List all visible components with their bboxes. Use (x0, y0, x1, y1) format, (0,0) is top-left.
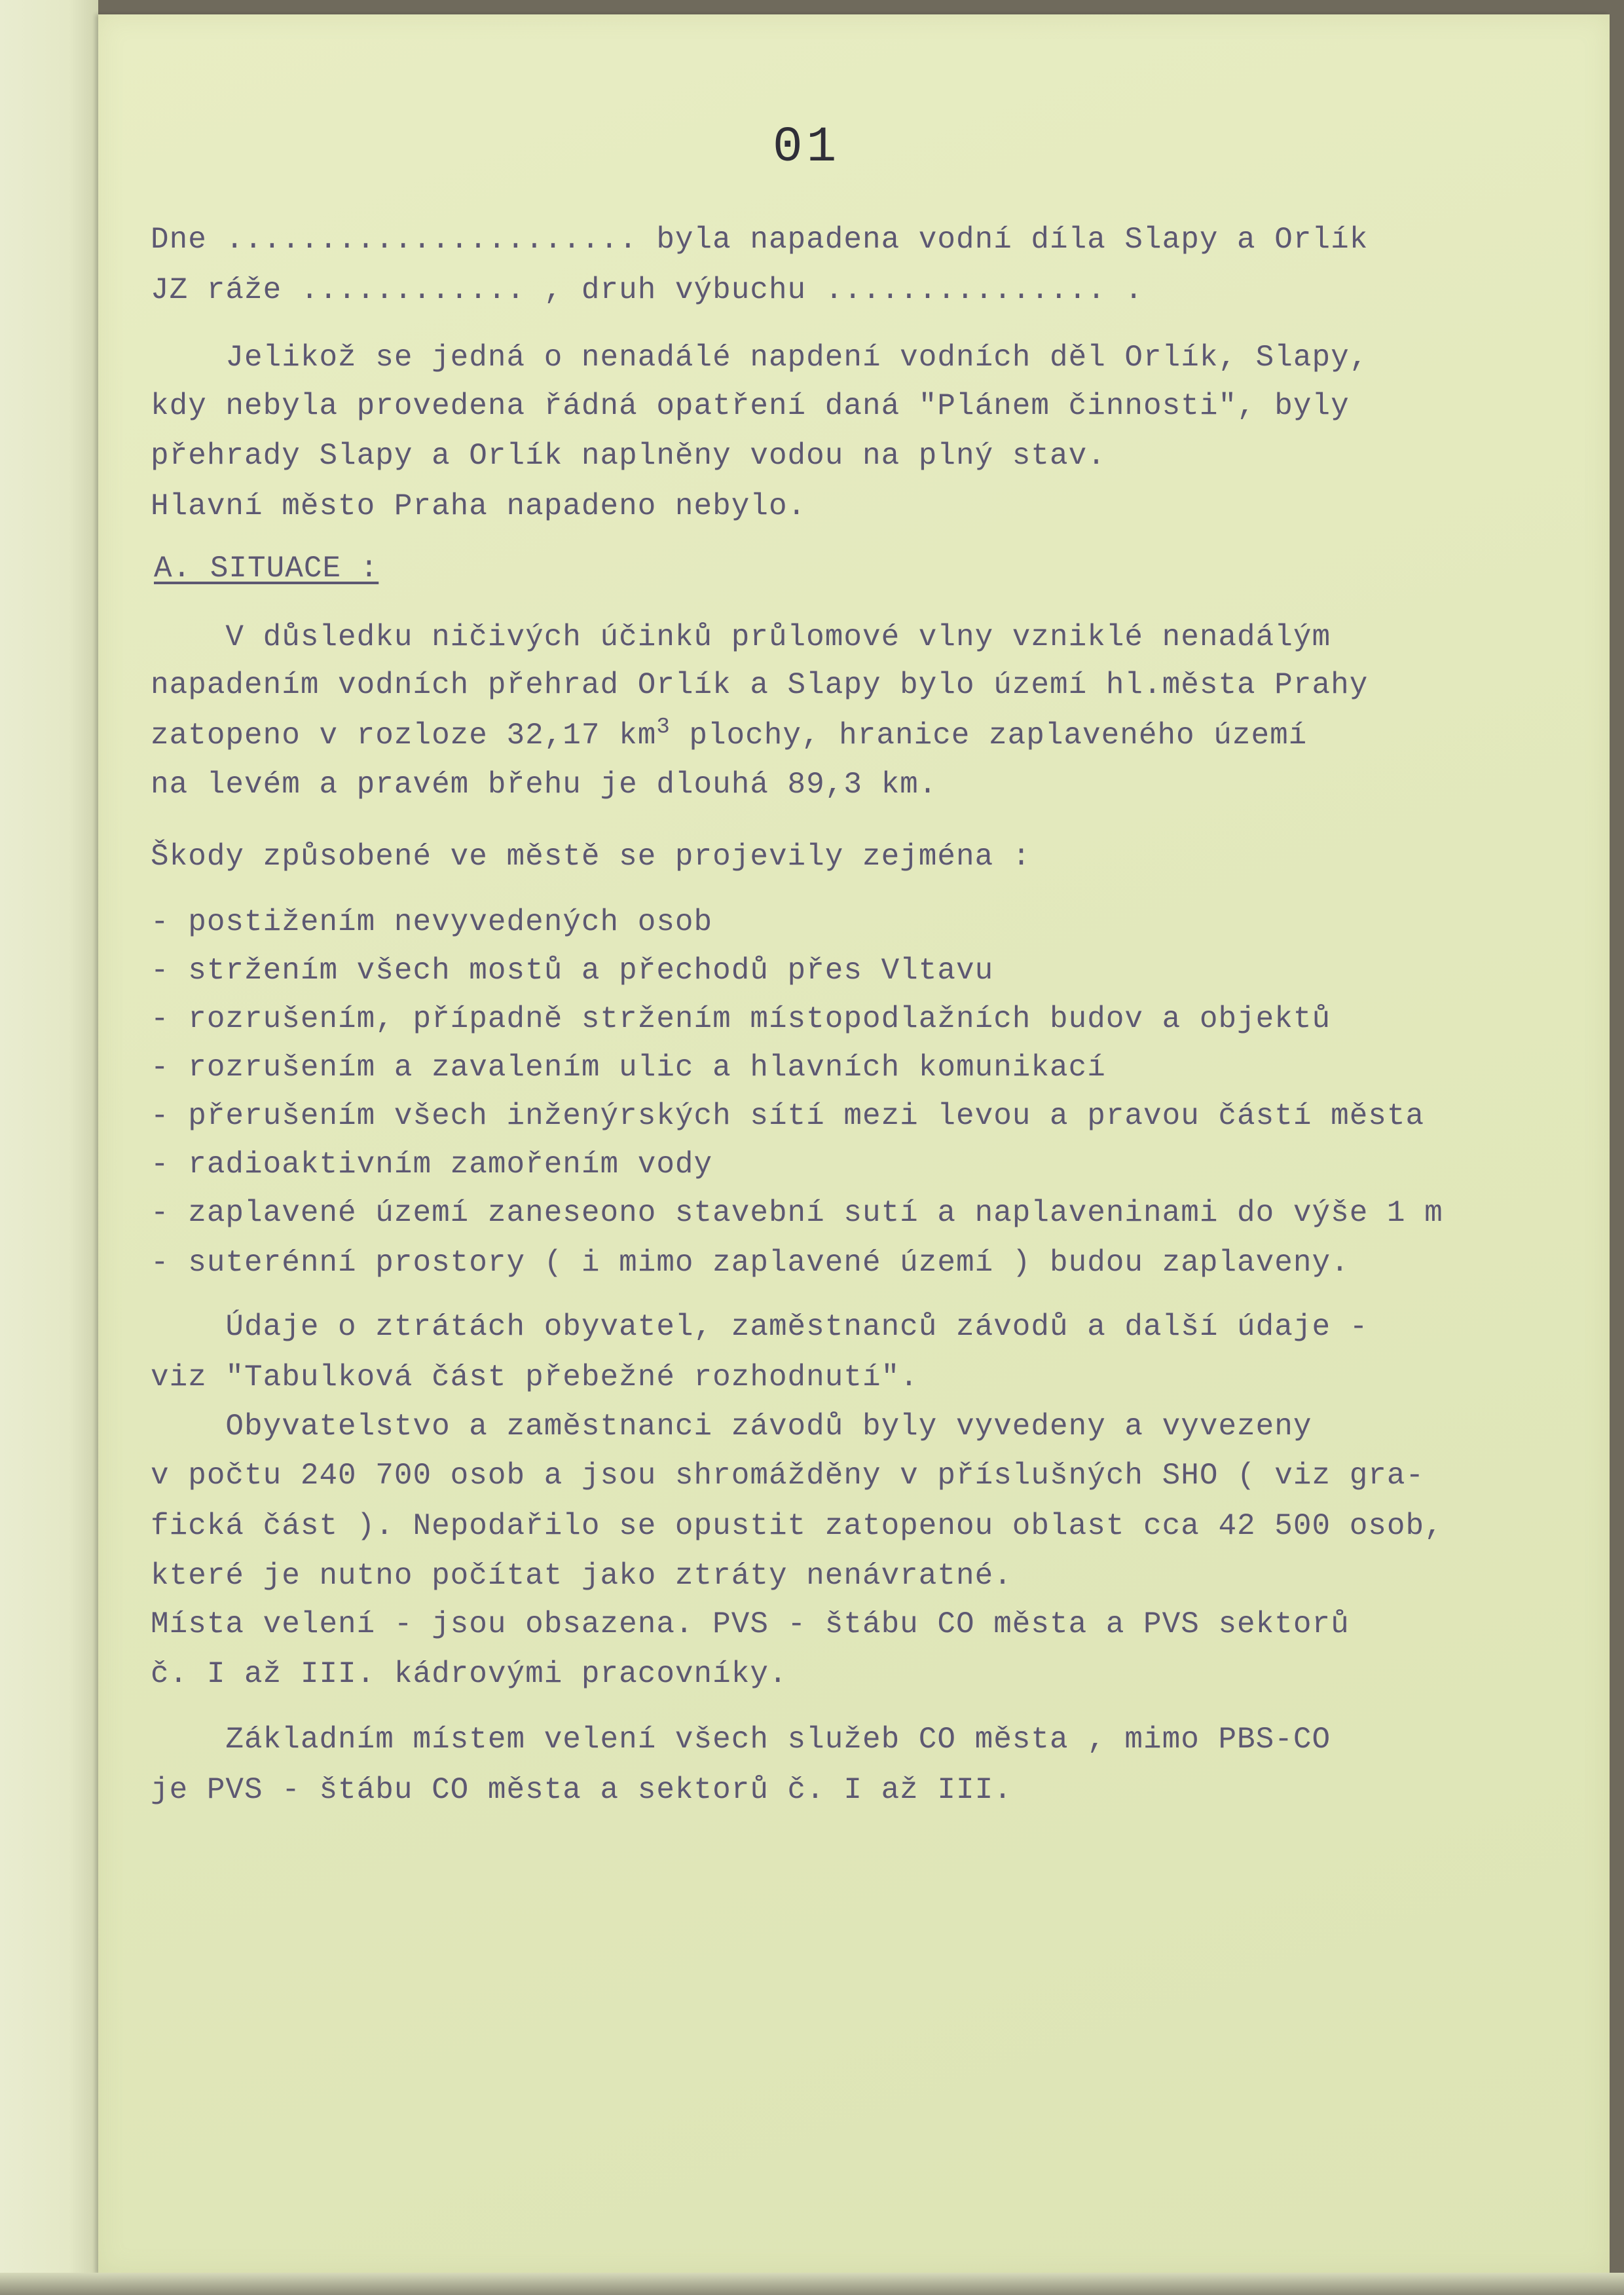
para4-line-2: v počtu 240 700 osob a jsou shromážděny v příslušných SHO ( viz gra- (151, 1459, 1425, 1493)
para5-line-2: je PVS - štábu CO města a sektorů č. I až III. (151, 1773, 1012, 1807)
para5-line-1: Základním místem velení všech služeb CO města , mimo PBS-CO (151, 1723, 1331, 1757)
damage-list-item: - rozrušením a zavalením ulic a hlavních komunikací (151, 1051, 1106, 1085)
page-number: 01 (773, 119, 841, 176)
damage-list-item: - zaplavené území zaneseono stavební sutí a naplaveninami do výše 1 m (151, 1196, 1443, 1230)
scan-left-margin (0, 0, 98, 2295)
para2-line-3 (151, 715, 1308, 753)
para4-line-1: Obyvatelstvo a zaměstnanci závodů byly vyvedeny a vyvezeny (151, 1409, 1312, 1444)
damage-list-item: - suterénní prostory ( i mimo zaplavené území ) budou zaplaveny. (151, 1246, 1350, 1280)
damage-list-item: - postižením nevyvedených osob (151, 905, 713, 939)
damage-list-item: - rozrušením, případně stržením místopodlažních budov a objektů (151, 1002, 1331, 1036)
intro-line-1: Dne ...................... byla napadena vodní díla Slapy a Orlík (151, 223, 1369, 257)
para4-line-5: Místa velení - jsou obsazena. PVS - štábu CO města a PVS sektorů (151, 1607, 1350, 1641)
para2-line-1: V důsledku ničivých účinků průlomové vlny vzniklé nenadálým (151, 620, 1331, 654)
para3-line-2: viz "Tabulková část přebežné rozhodnutí". (151, 1360, 919, 1394)
para4-line-4: které je nutno počítat jako ztráty nenávratné. (151, 1559, 1012, 1593)
intro-line-2: JZ ráže ............ , druh výbuchu ............... . (151, 273, 1144, 307)
area-text: zatopeno v rozloze 32,17 km (151, 718, 657, 753)
damage-intro: Škody způsobené ve městě se projevily zejména : (151, 840, 1031, 874)
scan-bottom-margin (0, 2273, 1624, 2295)
para1-line-3: přehrady Slapy a Orlík naplněny vodou na plný stav. (151, 439, 1106, 473)
damage-list-item: - radioaktivním zamořením vody (151, 1148, 713, 1182)
para4-line-6: č. I až III. kádrovými pracovníky. (151, 1657, 788, 1691)
para4-line-3: fická část ). Nepodařilo se opustit zatopenou oblast cca 42 500 osob, (151, 1509, 1443, 1543)
section-heading: A. SITUACE : (154, 551, 379, 586)
para3-line-1: Údaje o ztrátách obyvatel, zaměstnanců závodů a další údaje - (151, 1310, 1369, 1344)
para2-line-2: napadením vodních přehrad Orlík a Slapy bylo území hl.města Prahy (151, 668, 1369, 702)
para1-line-1: Jelikož se jedná o nenadálé napdení vodních děl Orlík, Slapy, (151, 341, 1369, 375)
para1-line-2: kdy nebyla provedena řádná opatření daná "Plánem činnosti", byly (151, 389, 1350, 423)
boundary-text: plochy, hranice zaplaveného území (670, 718, 1308, 753)
typewritten-page (98, 14, 1610, 2274)
damage-list-item: - stržením všech mostů a přechodů přes Vltavu (151, 954, 994, 988)
damage-list-item: - přerušením všech inženýrských sítí mezi levou a pravou částí města (151, 1099, 1425, 1133)
para2-line-4: na levém a pravém břehu je dlouhá 89,3 km. (151, 768, 938, 802)
area-unit-exponent: 3 (656, 715, 671, 740)
para1-line-4: Hlavní město Praha napadeno nebylo. (151, 489, 807, 523)
